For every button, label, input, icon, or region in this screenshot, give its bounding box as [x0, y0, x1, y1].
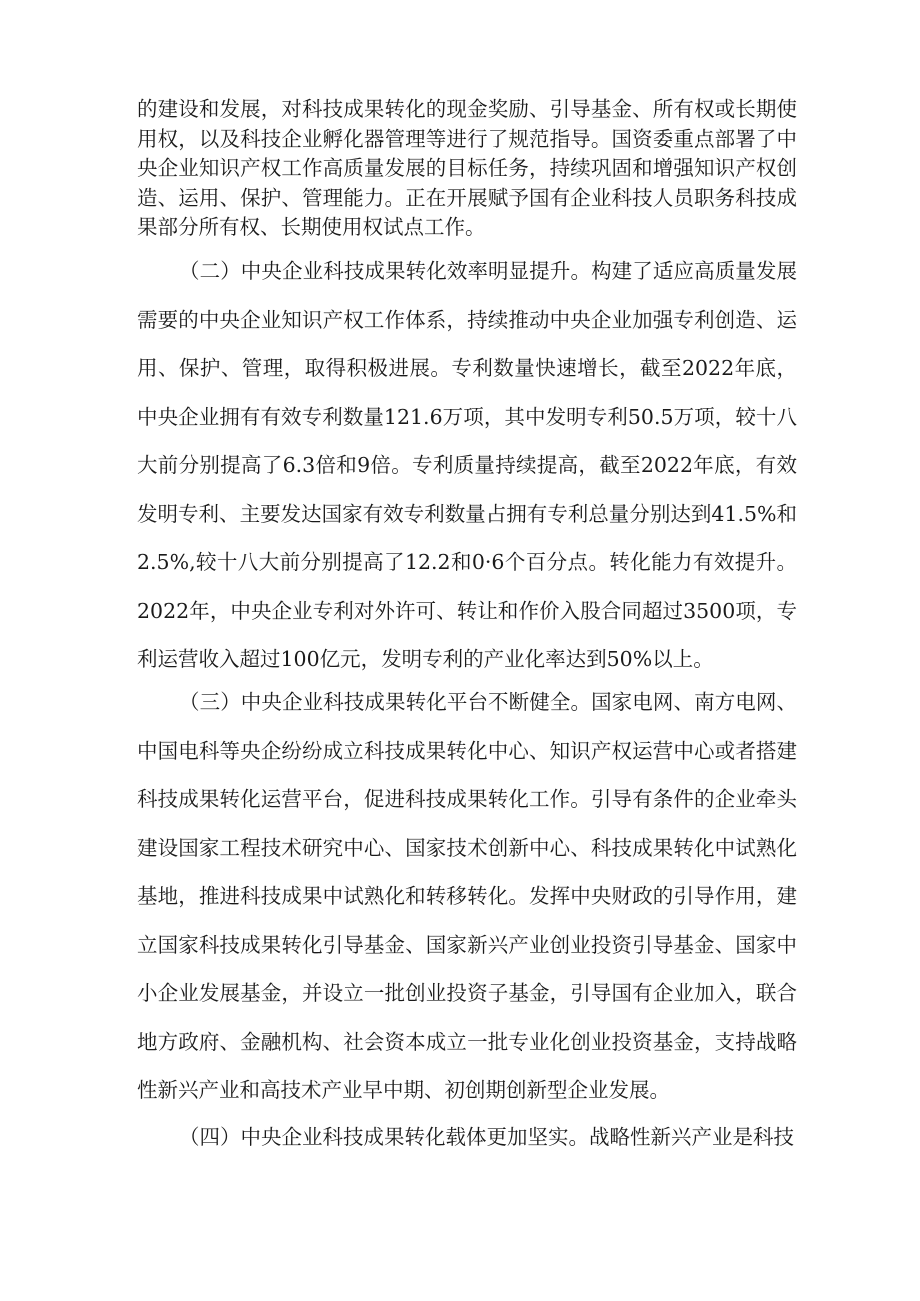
paragraph-efficiency: （二）中央企业科技成果转化效率明显提升。构建了适应高质量发展需要的中央企业知识产权工作体系，持续推动中央企业加强专利创造、运用、保护、管理，取得积极进展。专利数量快速增长，截至2022年底，中央企业拥有有效专利数量121.6万项，其中发明专利50.5万项，较十八大前分别提高了6.3倍和9倍。专利质量持续提高，截至2022年底，有效发明专利、主要发达国家有效专利数量占拥有专利总量分别达到41.5%和2.5%,较十八大前分别提高了12.2和0·6个百分点。转化能力有效提升。2022年，中央企业专利对外许可、转让和作价入股合同超过3500项，专利运营收入超过100亿元，发明专利的产业化率达到50%以上。 — [137, 259, 797, 671]
paragraph-platform: （三）中央企业科技成果转化平台不断健全。国家电网、南方电网、中国电科等央企纷纷成立科技成果转化中心、知识产权运营中心或者搭建科技成果转化运营平台，促进科技成果转化工作。引导有条件的企业牵头建设国家工程技术研究中心、国家技术创新中心、科技成果转化中试熟化基地，推进科技成果中试熟化和转移转化。发挥中央财政的引导作用，建立国家科技成果转化引导基金、国家新兴产业创业投资引导基金、国家中小企业发展基金，并设立一批创业投资子基金，引导国有企业加入，联合地方政府、金融机构、社会资本成立一批专业化创业投资基金，支持战略性新兴产业和高技术产业早中期、初创期创新型企业发展。 — [137, 690, 797, 1102]
paragraph-carrier: （四）中央企业科技成果转化载体更加坚实。战略性新兴产业是科技 — [179, 1125, 794, 1149]
paragraph-policy-guidance: 的建设和发展，对科技成果转化的现金奖励、引导基金、所有权或长期使用权，以及科技企业孵化器管理等进行了规范指导。国资委重点部署了中央企业知识产权工作高质量发展的目标任务，持续巩固和增强知识产权创造、运用、保护、管理能力。正在开展赋予国有企业科技人员职务科技成果部分所有权、长期使用权试点工作。 — [137, 97, 797, 239]
